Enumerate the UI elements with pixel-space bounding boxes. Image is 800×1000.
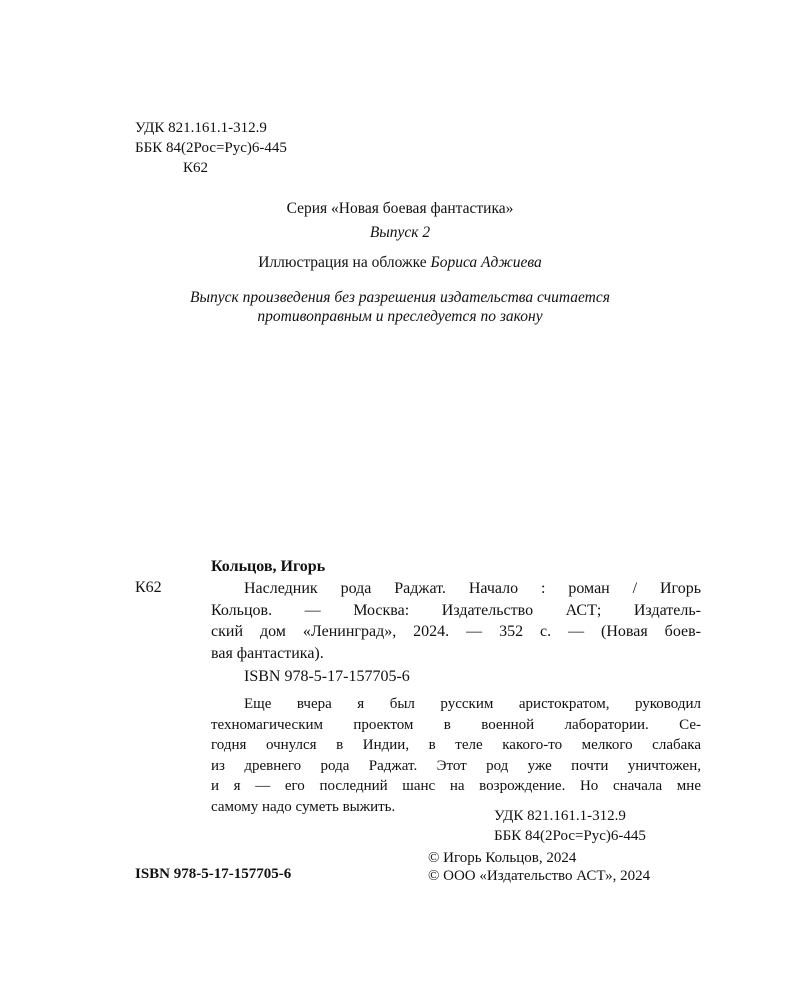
annotation-line: самому надо суметь выжить. bbox=[211, 798, 396, 815]
annotation-line: Еще вчера я был русским аристократом, руководил bbox=[244, 696, 701, 712]
annotation-line: техномагическим проектом в военной лаборатории. Се- bbox=[211, 716, 701, 733]
classification-block bbox=[135, 118, 287, 178]
udk-code: УДК 821.161.1-312.9 bbox=[135, 120, 267, 136]
bbk-code: ББК 84(2Рос=Рус)6-445 bbox=[135, 140, 287, 156]
issue-number: Выпуск 2 bbox=[369, 224, 431, 241]
annotation-line: из древнего рода Раджат. Этот род уже почти уничтожен, bbox=[211, 757, 701, 774]
annotation bbox=[211, 694, 701, 817]
illustration-artist: Бориса Аджиева bbox=[430, 254, 542, 271]
copyright-author: © Игорь Кольцов, 2024 bbox=[428, 850, 577, 866]
isbn-main: ISBN 978-5-17-157705-6 bbox=[244, 668, 410, 685]
annotation-line: годня очнулся в Индии, в теле какого-то мелкого слабака bbox=[211, 737, 701, 753]
description-line: Кольцов. — Москва: Издательство АСТ; Издатель- bbox=[211, 601, 701, 619]
udk-code-bottom: УДК 821.161.1-312.9 bbox=[494, 808, 626, 824]
legal-notice-line: противоправным и преследуется по закону bbox=[257, 308, 543, 325]
illustration-credit bbox=[0, 254, 800, 272]
author-mark: К62 bbox=[183, 160, 209, 176]
copyright-publisher: © ООО «Издательство АСТ», 2024 bbox=[428, 868, 651, 884]
legal-notice bbox=[0, 288, 800, 326]
series-line: Серия «Новая боевая фантастика» bbox=[286, 200, 514, 217]
description-line: Наследник рода Раджат. Начало : роман / Игорь bbox=[244, 580, 701, 597]
bbk-code-bottom: ББК 84(2Рос=Рус)6-445 bbox=[494, 828, 646, 844]
isbn-footer: ISBN 978-5-17-157705-6 bbox=[135, 866, 292, 882]
copyright-block bbox=[428, 849, 650, 885]
author-heading: Кольцов, Игорь bbox=[211, 558, 326, 575]
annotation-line: и я — его последний шанс на возрождение. Но сначала мне bbox=[211, 778, 701, 794]
illustration-prefix: Иллюстрация на обложке bbox=[258, 254, 427, 271]
description-line: вая фантастика). bbox=[211, 644, 324, 662]
bibliographic-mark: К62 bbox=[135, 579, 162, 596]
classification-bottom bbox=[494, 806, 646, 846]
legal-notice-line: Выпуск произведения без разрешения издательства считается bbox=[190, 289, 610, 306]
description-line: ский дом «Ленинград», 2024. — 352 с. — (Новая боев- bbox=[211, 623, 701, 640]
bibliographic-description bbox=[211, 578, 701, 664]
